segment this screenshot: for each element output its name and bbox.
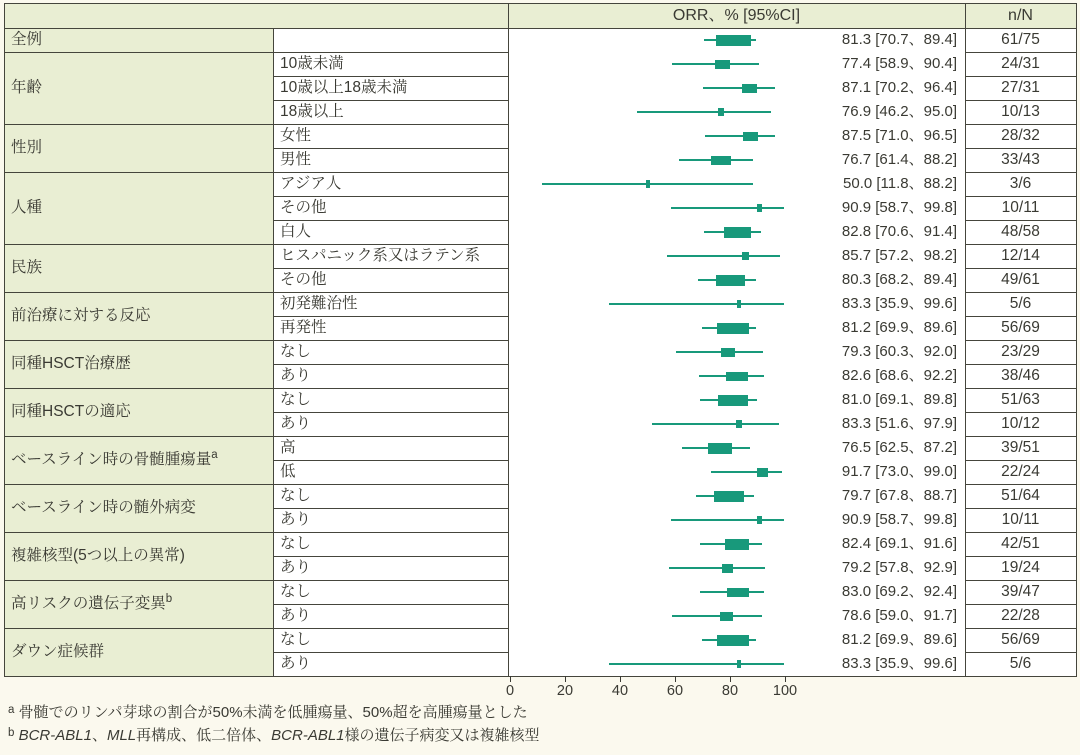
- table-border-line: [1076, 3, 1077, 677]
- category-cell: 同種HSCTの適応: [4, 388, 273, 436]
- orr-value: 81.3 [70.7、89.4]: [841, 31, 957, 48]
- table-border-line: [273, 652, 508, 653]
- subgroup-cell: あり: [280, 367, 312, 384]
- forest-box: [717, 635, 749, 646]
- orr-value: 78.6 [59.0、91.7]: [841, 607, 957, 624]
- nn-value: 49/61: [1001, 271, 1040, 288]
- forest-box: [708, 443, 732, 454]
- table-border-line: [273, 196, 508, 197]
- table-border-line: [965, 532, 1076, 533]
- table-border-line: [965, 388, 1076, 389]
- table-border-line: [273, 340, 508, 341]
- table-border-line: [965, 100, 1076, 101]
- table-border-line: [273, 124, 508, 125]
- nn-value: 5/6: [1009, 295, 1032, 312]
- axis-tick-label: 40: [611, 683, 629, 699]
- orr-value: 82.6 [68.6、92.2]: [841, 367, 957, 384]
- table-border-line: [273, 172, 508, 173]
- table-border-line: [965, 484, 1076, 485]
- nn-value: 28/32: [1001, 127, 1040, 144]
- orr-value: 83.3 [51.6、97.9]: [841, 415, 957, 432]
- forest-ci-line: [676, 351, 763, 353]
- table-border-line: [4, 532, 273, 533]
- table-border-line: [273, 52, 508, 53]
- subgroup-cell: あり: [280, 511, 312, 528]
- axis-tick: [785, 676, 786, 682]
- forest-box: [757, 468, 768, 477]
- nn-value: 51/63: [1001, 391, 1040, 408]
- table-border-line: [273, 76, 508, 77]
- table-border-line: [273, 28, 274, 676]
- table-border-line: [965, 460, 1076, 461]
- orr-value: 81.2 [69.9、89.6]: [841, 631, 957, 648]
- table-border-line: [4, 3, 1076, 4]
- category-cell: 高リスクの遺伝子変異 b: [4, 580, 273, 628]
- nn-value: 51/64: [1001, 487, 1040, 504]
- orr-value: 79.2 [57.8、92.9]: [841, 559, 957, 576]
- forest-box: [742, 252, 749, 260]
- table-border-line: [273, 556, 508, 557]
- footnote-b: $^b$ BCR-ABL1、MLL再構成、低二倍体、BCR-ABL1様の遺伝子病変又は複雑核型: [8, 727, 540, 744]
- table-border-line: [965, 76, 1076, 77]
- forest-box: [757, 516, 762, 524]
- forest-box: [715, 60, 730, 69]
- orr-value: 76.9 [46.2、95.0]: [841, 103, 957, 120]
- orr-value: 81.0 [69.1、89.8]: [841, 391, 957, 408]
- table-border-line: [4, 436, 273, 437]
- subgroup-cell: なし: [280, 583, 312, 600]
- table-border-line: [273, 268, 508, 269]
- orr-value: 76.5 [62.5、87.2]: [841, 439, 957, 456]
- subgroup-cell: なし: [280, 343, 312, 360]
- nn-value: 39/51: [1001, 439, 1040, 456]
- orr-value: 76.7 [61.4、88.2]: [841, 151, 957, 168]
- nn-value: 19/24: [1001, 559, 1040, 576]
- table-border-line: [4, 388, 273, 389]
- axis-tick-label: 0: [505, 683, 515, 699]
- orr-value: 87.1 [70.2、96.4]: [841, 79, 957, 96]
- table-border-line: [965, 268, 1076, 269]
- subgroup-cell: なし: [280, 535, 312, 552]
- forest-box: [646, 180, 650, 188]
- table-border-line: [4, 244, 273, 245]
- forest-box: [720, 612, 733, 621]
- forest-box: [721, 348, 735, 357]
- table-border-line: [965, 580, 1076, 581]
- orr-value: 83.3 [35.9、99.6]: [841, 295, 957, 312]
- subgroup-cell: 18歳以上: [280, 103, 344, 120]
- nn-value: 24/31: [1001, 55, 1040, 72]
- subgroup-cell: あり: [280, 655, 312, 672]
- subgroup-cell: 10歳未満: [280, 55, 344, 72]
- table-border-line: [273, 292, 508, 293]
- nn-value: 27/31: [1001, 79, 1040, 96]
- table-border-line: [273, 580, 508, 581]
- table-border-line: [273, 436, 508, 437]
- nn-value: 38/46: [1001, 367, 1040, 384]
- nn-value: 23/29: [1001, 343, 1040, 360]
- category-cell: ベースライン時の髄外病変: [4, 484, 273, 532]
- table-border-line: [273, 412, 508, 413]
- table-border-line: [965, 628, 1076, 629]
- table-border-line: [965, 52, 1076, 53]
- axis-tick: [730, 676, 731, 682]
- category-cell: 同種HSCT治療歴: [4, 340, 273, 388]
- axis-tick-label: 20: [556, 683, 574, 699]
- table-border-line: [273, 244, 508, 245]
- table-border-line: [273, 100, 508, 101]
- nn-value: 42/51: [1001, 535, 1040, 552]
- orr-value: 50.0 [11.8、88.2]: [843, 175, 957, 192]
- subgroup-cell: なし: [280, 391, 312, 408]
- forest-box: [716, 35, 751, 46]
- forest-box: [716, 275, 745, 286]
- header-orr-label: ORR、% [95%CI]: [508, 3, 965, 28]
- forest-box: [711, 156, 731, 165]
- subgroup-cell: あり: [280, 607, 312, 624]
- table-border-line: [965, 172, 1076, 173]
- subgroup-cell: 低: [280, 463, 296, 480]
- table-border-line: [273, 532, 508, 533]
- forest-box: [714, 491, 744, 502]
- nn-value: 10/12: [1001, 415, 1040, 432]
- nn-value: 5/6: [1009, 655, 1032, 672]
- table-border-line: [4, 580, 273, 581]
- forest-box: [727, 588, 749, 597]
- table-border-line: [273, 628, 508, 629]
- table-border-line: [508, 3, 509, 676]
- table-border-line: [4, 292, 273, 293]
- forest-ci-line: [652, 423, 779, 425]
- forest-box: [743, 132, 758, 141]
- footnote-a: $^a$ 骨髄でのリンパ芽球の割合が50%未満を低腫瘍量、50%超を高腫瘍量とした: [8, 704, 528, 721]
- nn-value: 39/47: [1001, 583, 1040, 600]
- nn-value: 61/75: [1001, 31, 1040, 48]
- orr-value: 91.7 [73.0、99.0]: [841, 463, 957, 480]
- subgroup-cell: 高: [280, 439, 296, 456]
- table-border-line: [965, 436, 1076, 437]
- forest-ci-line: [609, 663, 784, 665]
- table-border-line: [965, 244, 1076, 245]
- category-cell: ベースライン時の骨髄腫瘍量 a: [4, 436, 273, 484]
- table-border-line: [273, 460, 508, 461]
- forest-box: [737, 300, 741, 308]
- table-border-line: [4, 628, 273, 629]
- subgroup-cell: あり: [280, 415, 312, 432]
- table-border-line: [273, 364, 508, 365]
- subgroup-cell: ヒスパニック系又はラテン系: [280, 247, 481, 264]
- forest-box: [722, 564, 733, 573]
- nn-value: 10/11: [1001, 511, 1040, 528]
- orr-value: 90.9 [58.7、99.8]: [841, 511, 957, 528]
- subgroup-cell: 再発性: [280, 319, 327, 336]
- orr-value: 83.3 [35.9、99.6]: [841, 655, 957, 672]
- forest-box: [737, 660, 741, 668]
- table-border-line: [965, 604, 1076, 605]
- forest-ci-line: [667, 255, 780, 257]
- subgroup-cell: 女性: [280, 127, 312, 144]
- orr-value: 77.4 [58.9、90.4]: [841, 55, 957, 72]
- axis-tick: [510, 676, 511, 682]
- forest-box: [718, 395, 748, 406]
- orr-value: 79.3 [60.3、92.0]: [841, 343, 957, 360]
- nn-value: 22/28: [1001, 607, 1040, 624]
- nn-value: 33/43: [1001, 151, 1040, 168]
- forest-box: [717, 323, 749, 334]
- axis-tick: [675, 676, 676, 682]
- forest-ci-line: [705, 135, 775, 137]
- category-cell: 前治療に対する反応: [4, 292, 273, 340]
- forest-box: [718, 108, 724, 116]
- forest-ci-line: [609, 303, 784, 305]
- subgroup-cell: なし: [280, 487, 312, 504]
- table-border-line: [273, 388, 508, 389]
- subgroup-cell: なし: [280, 631, 312, 648]
- orr-value: 87.5 [71.0、96.5]: [841, 127, 957, 144]
- table-border-line: [4, 676, 1076, 677]
- orr-value: 80.3 [68.2、89.4]: [841, 271, 957, 288]
- table-border-line: [273, 148, 508, 149]
- table-border-line: [965, 340, 1076, 341]
- table-border-line: [4, 52, 273, 53]
- table-border-line: [965, 556, 1076, 557]
- category-cell: ダウン症候群: [4, 628, 273, 676]
- category-cell: 性別: [4, 124, 273, 172]
- orr-value: 90.9 [58.7、99.8]: [841, 199, 957, 216]
- category-cell: 全例: [4, 28, 273, 52]
- subgroup-cell: 初発難治性: [280, 295, 358, 312]
- table-border-line: [273, 316, 508, 317]
- table-border-line: [965, 652, 1076, 653]
- orr-value: 82.8 [70.6、91.4]: [841, 223, 957, 240]
- forest-ci-line: [672, 615, 762, 617]
- subgroup-cell: 男性: [280, 151, 312, 168]
- table-border-line: [965, 148, 1076, 149]
- axis-tick: [565, 676, 566, 682]
- nn-value: 10/11: [1001, 199, 1040, 216]
- header-spacer-cell: [4, 3, 508, 28]
- forest-ci-line: [669, 567, 766, 569]
- nn-value: 48/58: [1001, 223, 1040, 240]
- orr-value: 79.7 [67.8、88.7]: [841, 487, 957, 504]
- table-border-line: [273, 508, 508, 509]
- table-border-line: [965, 196, 1076, 197]
- subgroup-cell: その他: [280, 199, 327, 216]
- table-border-line: [965, 412, 1076, 413]
- forest-box: [757, 204, 762, 212]
- orr-value: 81.2 [69.9、89.6]: [841, 319, 957, 336]
- subgroup-cell: アジア人: [280, 175, 342, 192]
- nn-value: 22/24: [1001, 463, 1040, 480]
- table-border-line: [965, 508, 1076, 509]
- category-cell: 人種: [4, 172, 273, 244]
- axis-tick-label: 80: [721, 683, 739, 699]
- nn-value: 3/6: [1009, 175, 1032, 192]
- forest-ci-line: [711, 471, 783, 473]
- axis-tick-label: 60: [666, 683, 684, 699]
- nn-value: 56/69: [1001, 319, 1040, 336]
- subgroup-cell: その他: [280, 271, 327, 288]
- category-cell: 民族: [4, 244, 273, 292]
- axis-tick-label: 100: [772, 683, 798, 699]
- forest-box: [724, 227, 751, 238]
- subgroup-cell: あり: [280, 559, 312, 576]
- forest-ci-line: [671, 207, 784, 209]
- subgroup-cell: 10歳以上18歳未満: [280, 79, 408, 96]
- table-border-line: [965, 124, 1076, 125]
- orr-value: 83.0 [69.2、92.4]: [841, 583, 957, 600]
- table-border-line: [4, 484, 273, 485]
- table-border-line: [273, 604, 508, 605]
- category-cell: 複雑核型(5つ以上の異常): [4, 532, 273, 580]
- forest-ci-line: [671, 519, 784, 521]
- forest-box: [725, 539, 749, 550]
- table-border-line: [273, 220, 508, 221]
- table-border-line: [4, 124, 273, 125]
- forest-ci-line: [637, 111, 771, 113]
- table-border-line: [965, 220, 1076, 221]
- nn-value: 12/14: [1001, 247, 1040, 264]
- table-border-line: [4, 28, 1076, 29]
- forest-ci-line: [703, 87, 775, 89]
- category-cell: 年齢: [4, 52, 273, 124]
- forest-box: [726, 372, 748, 381]
- subgroup-cell: 白人: [280, 223, 312, 240]
- table-border-line: [4, 172, 273, 173]
- orr-value: 82.4 [69.1、91.6]: [841, 535, 957, 552]
- table-border-line: [4, 340, 273, 341]
- table-border-line: [965, 316, 1076, 317]
- orr-value: 85.7 [57.2、98.2]: [841, 247, 957, 264]
- subgroup-cell: [280, 28, 507, 52]
- forest-box: [742, 84, 757, 93]
- forest-box: [736, 420, 742, 428]
- nn-value: 56/69: [1001, 631, 1040, 648]
- table-border-line: [965, 292, 1076, 293]
- table-border-line: [273, 484, 508, 485]
- table-border-line: [965, 364, 1076, 365]
- nn-value: 10/13: [1001, 103, 1040, 120]
- header-nn-label: n/N: [965, 3, 1076, 28]
- axis-tick: [620, 676, 621, 682]
